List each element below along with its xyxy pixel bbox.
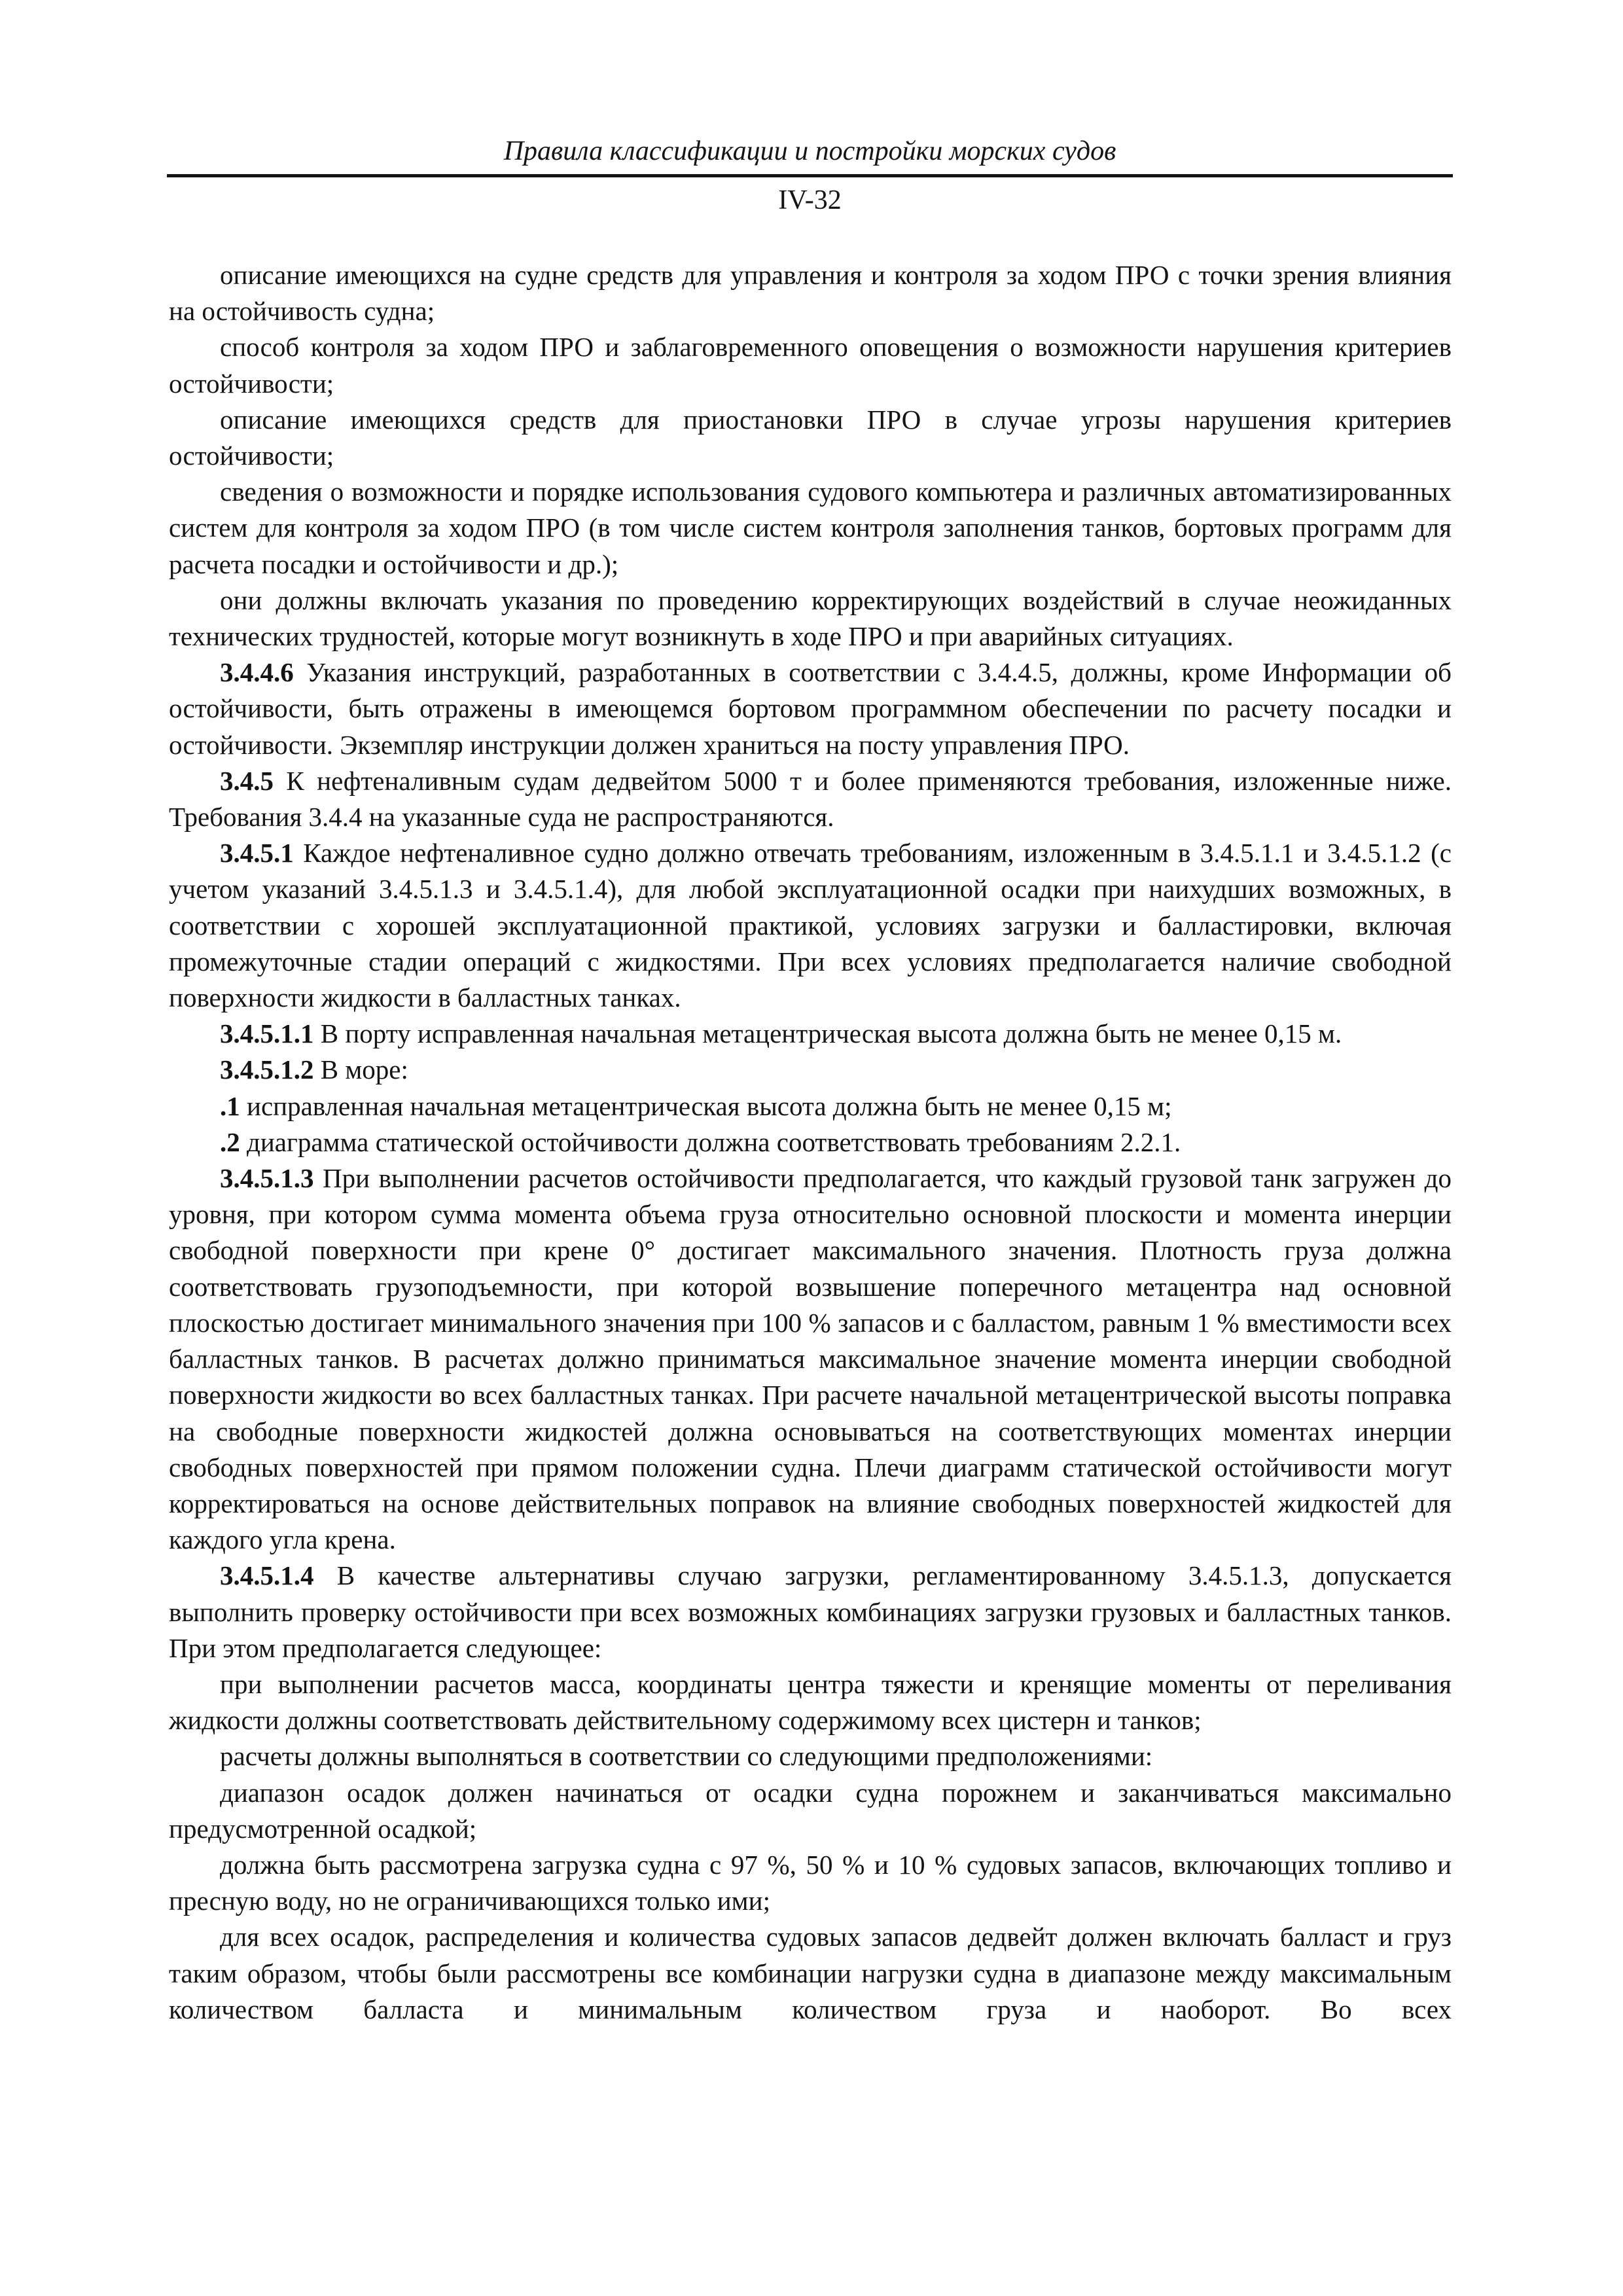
paragraph-text: для всех осадок, распределения и количества судовых запасов дедвейт должен включать балласт и груз таким образом, чтобы были рассмотрены все комбинации нагрузки судна в диапазоне между максимальным количеством балласта и минимальным количеством груза и наоборот. Во всех bbox=[169, 1922, 1452, 2024]
paragraph bbox=[169, 1160, 1452, 1558]
paragraph bbox=[169, 474, 1452, 583]
paragraph bbox=[169, 1847, 1452, 1919]
paragraph bbox=[169, 1775, 1452, 1847]
clause-number: .2 bbox=[220, 1126, 240, 1157]
paragraph bbox=[169, 1088, 1452, 1124]
paragraph-text: Указания инструкций, разработанных в соответствии с 3.4.4.5, должны, кроме Информации об остойчивости, быть отражены в имеющемся бортовом программном обеспечении по расчету посадки и остойчивости. Экземпляр инструкции должен храниться на посту управления ПРО. bbox=[169, 657, 1452, 760]
clause-number: .1 bbox=[220, 1090, 240, 1121]
paragraph-text: К нефтеналивным судам дедвейтом 5000 т и более применяются требования, изложенные ниже. Требования 3.4.4 на указанные суда не распространяются. bbox=[169, 765, 1452, 833]
paragraph bbox=[169, 402, 1452, 474]
paragraph-text: диаграмма статической остойчивости должна соответствовать требованиям 2.2.1. bbox=[240, 1126, 1181, 1157]
clause-number: 3.4.5.1.4 bbox=[220, 1560, 314, 1591]
paragraph-text: сведения о возможности и порядке использования судового компьютера и различных автоматизированных систем для контроля за ходом ПРО (в том числе систем контроля заполнения танков, бортовых программ для расчета посадки и остойчивости и др.); bbox=[169, 476, 1452, 579]
paragraph bbox=[169, 1124, 1452, 1160]
paragraph-text: исправленная начальная метацентрическая высота должна быть не менее 0,15 м; bbox=[240, 1090, 1172, 1121]
paragraph-text: диапазон осадок должен начинаться от осадки судна порожнем и заканчиваться максимально предусмотренной осадкой; bbox=[169, 1777, 1452, 1844]
body-text bbox=[169, 257, 1452, 2028]
clause-number: 3.4.4.6 bbox=[220, 657, 294, 688]
paragraph bbox=[169, 655, 1452, 763]
paragraph bbox=[169, 1052, 1452, 1088]
paragraph-text: должна быть рассмотрена загрузка судна с 97 %, 50 % и 10 % судовых запасов, включающих топливо и пресную воду, но не ограничивающихся только ими; bbox=[169, 1849, 1452, 1916]
paragraph-text: расчеты должны выполняться в соответствии со следующими предположениями: bbox=[220, 1741, 1153, 1772]
paragraph bbox=[169, 1558, 1452, 1666]
clause-number: 3.4.5.1 bbox=[220, 838, 294, 869]
clause-number: 3.4.5 bbox=[220, 765, 274, 796]
paragraph bbox=[169, 329, 1452, 401]
clause-number: 3.4.5.1.2 bbox=[220, 1054, 314, 1085]
paragraph-text: При выполнении расчетов остойчивости предполагается, что каждый грузовой танк загружен до уровня, при котором сумма момента объема груза относительно основной плоскости и момента инерции свободной поверхности при крене 0° достигает максимального значения. Плотность груза должна соответствовать грузоподъемности, при которой возвышение поперечного метацентра над основной плоскостью достигает минимального значения при 100 % запасов и с балластом, равным 1 % вместимости всех балластных танков. В расчетах должно приниматься максимальное значение момента инерции свободной поверхности жидкости во всех балластных танках. При расчете начальной метацентрической высоты поправка на свободные поверхности жидкостей должна основываться на соответствующих моментах инерции свободных поверхностей при прямом положении судна. Плечи диаграмм статической остойчивости могут корректироваться на основе действительных поправок на влияние свободных поверхностей жидкостей для каждого угла крена. bbox=[169, 1163, 1452, 1555]
paragraph bbox=[169, 1919, 1452, 2028]
paragraph-text: В качестве альтернативы случаю загрузки, регламентированному 3.4.5.1.3, допускается выполнить проверку остойчивости при всех возможных комбинациях загрузки грузовых и балластных танков. При этом предполагается следующее: bbox=[169, 1560, 1452, 1663]
paragraph-text: способ контроля за ходом ПРО и заблаговременного оповещения о возможности нарушения критериев остойчивости; bbox=[169, 332, 1452, 399]
paragraph bbox=[169, 835, 1452, 1016]
paragraph bbox=[169, 1738, 1452, 1774]
paragraph bbox=[169, 1666, 1452, 1738]
paragraph-text: они должны включать указания по проведению корректирующих воздействий в случае неожиданных технических трудностей, которые могут возникнуть в ходе ПРО и при аварийных ситуациях. bbox=[169, 584, 1452, 652]
running-header-title: Правила классификации и постройки морских судов bbox=[503, 136, 1116, 166]
clause-number: 3.4.5.1.3 bbox=[220, 1163, 314, 1194]
header-rule bbox=[167, 174, 1453, 177]
paragraph bbox=[169, 583, 1452, 655]
paragraph-text: описание имеющихся средств для приостановки ПРО в случае угрозы нарушения критериев остойчивости; bbox=[169, 404, 1452, 471]
paragraph-text: описание имеющихся на судне средств для управления и контроля за ходом ПРО с точки зрения влияния на остойчивость судна; bbox=[169, 260, 1452, 327]
clause-number: 3.4.5.1.1 bbox=[220, 1018, 314, 1049]
paragraph bbox=[169, 257, 1452, 329]
paragraph-text: Каждое нефтеналивное судно должно отвечать требованиям, изложенным в 3.4.5.1.1 и 3.4.5.1.2 (с учетом указаний 3.4.5.1.3 и 3.4.5.1.4), для любой эксплуатационной осадки при наихудших возможных, в соответствии с хорошей эксплуатационной практикой, условиях загрузки и балластировки, включая промежуточные стадии операций с жидкостями. При всех условиях предполагается наличие свободной поверхности жидкости в балластных танках. bbox=[169, 838, 1452, 1013]
paragraph-text: при выполнении расчетов масса, координаты центра тяжести и кренящие моменты от переливания жидкости должны соответствовать действительному содержимому всех цистерн и танков; bbox=[169, 1668, 1452, 1736]
page-number: IV-32 bbox=[778, 185, 842, 215]
paragraph-text: В порту исправленная начальная метацентрическая высота должна быть не менее 0,15 м. bbox=[313, 1018, 1342, 1049]
paragraph bbox=[169, 763, 1452, 835]
paragraph-text: В море: bbox=[313, 1054, 408, 1085]
paragraph bbox=[169, 1016, 1452, 1052]
